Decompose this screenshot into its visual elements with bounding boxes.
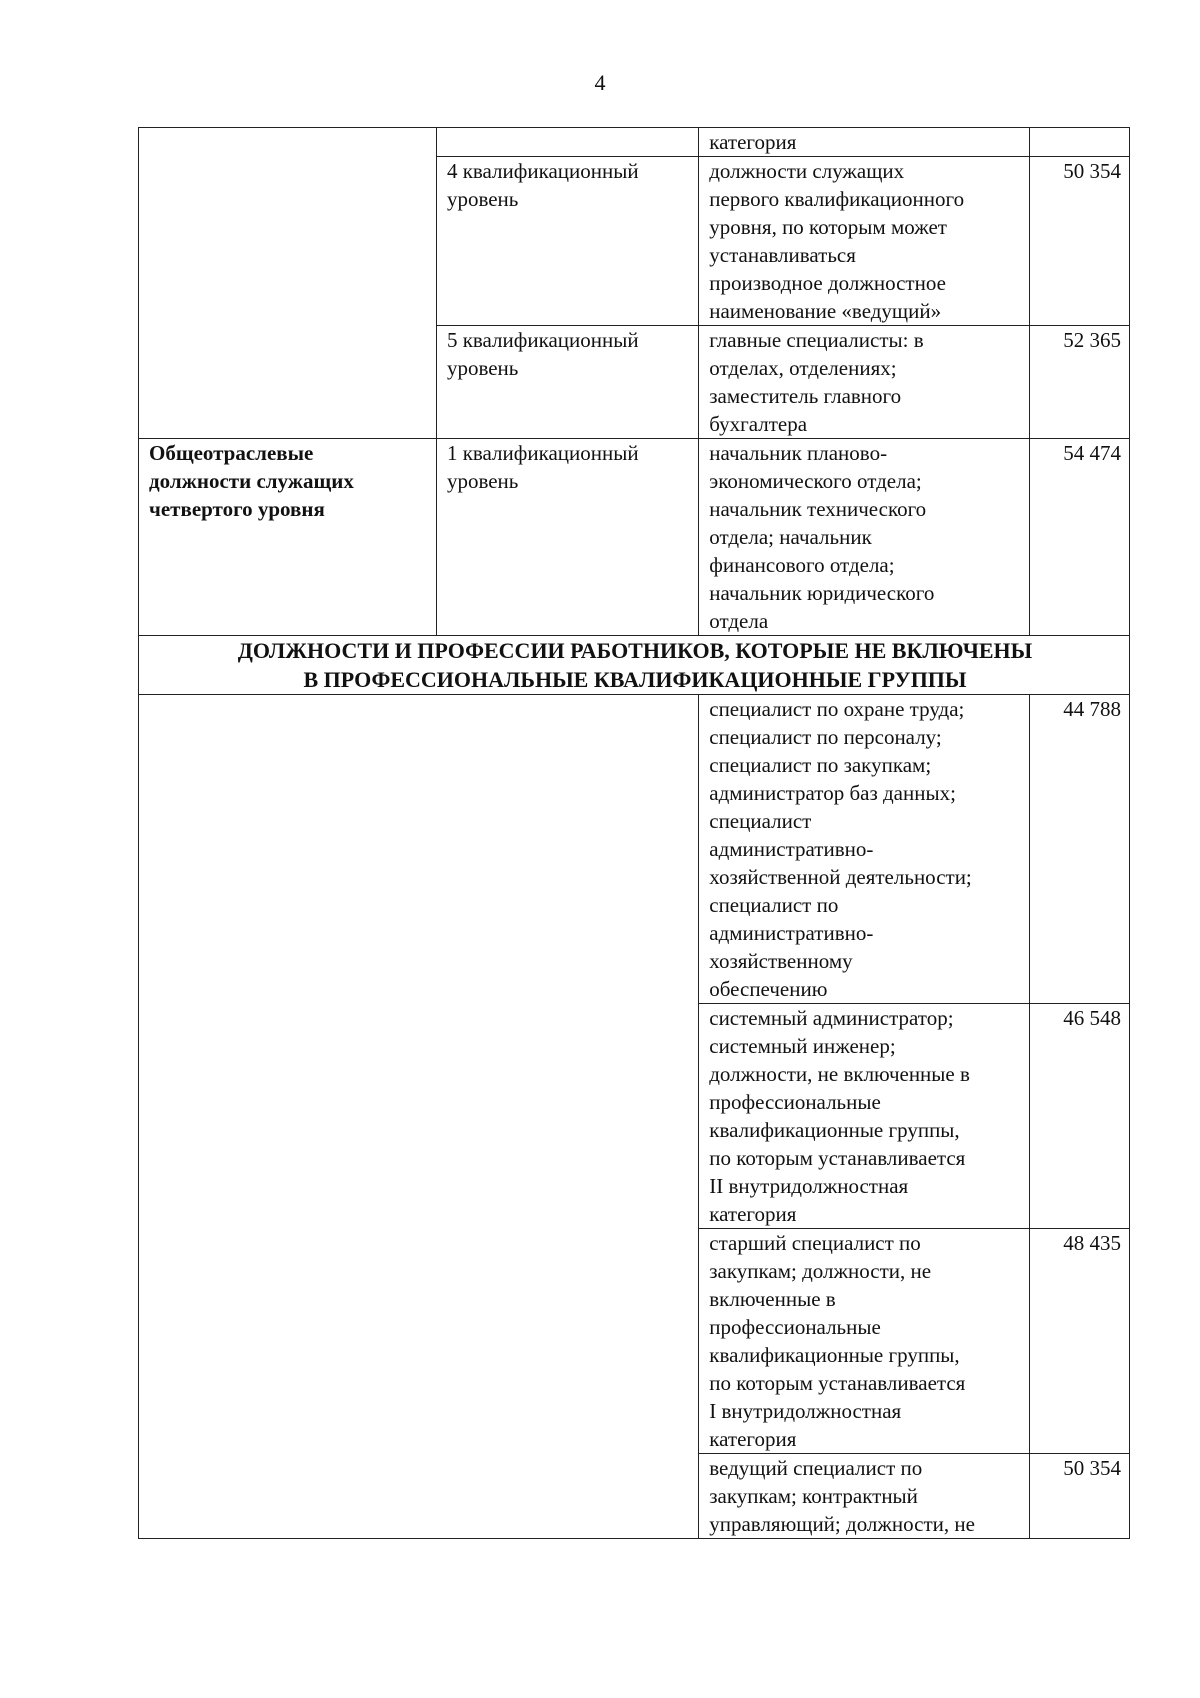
positions-line: категория bbox=[709, 1202, 797, 1226]
table-row bbox=[139, 439, 1130, 636]
positions-line: производное должностное bbox=[709, 271, 946, 295]
salary-table bbox=[138, 127, 1130, 1539]
positions-line: бухгалтера bbox=[709, 412, 808, 436]
positions-line: категория bbox=[709, 130, 797, 154]
level-cell bbox=[436, 326, 698, 439]
positions-cell bbox=[699, 157, 1029, 326]
positions-cell bbox=[699, 1454, 1029, 1539]
positions-line: хозяйственному bbox=[709, 949, 853, 973]
table-row bbox=[139, 636, 1130, 695]
level-line: уровень bbox=[446, 469, 519, 493]
salary-cell: 50 354 bbox=[1029, 1454, 1129, 1539]
positions-line: хозяйственной деятельности; bbox=[709, 865, 972, 889]
level-cell bbox=[436, 128, 698, 157]
positions-line: отдела bbox=[709, 609, 769, 633]
positions-line: должности служащих bbox=[709, 159, 905, 183]
positions-line: экономического отдела; bbox=[709, 469, 922, 493]
positions-line: закупкам; контрактный bbox=[709, 1484, 918, 1508]
positions-cell bbox=[699, 695, 1029, 1004]
salary-cell: 46 548 bbox=[1029, 1004, 1129, 1229]
positions-line: включенные в bbox=[709, 1287, 836, 1311]
positions-cell bbox=[699, 326, 1029, 439]
positions-line: системный инженер; bbox=[709, 1034, 896, 1058]
positions-line: по которым устанавливается bbox=[709, 1146, 966, 1170]
level-cell bbox=[436, 439, 698, 636]
level-line: 5 квалификационный bbox=[446, 328, 639, 352]
positions-line: обеспечению bbox=[709, 977, 828, 1001]
positions-cell bbox=[699, 128, 1029, 157]
positions-line: ведущий специалист по bbox=[709, 1456, 923, 1480]
positions-line: заместитель главного bbox=[709, 384, 902, 408]
positions-line: II внутридолжностная bbox=[709, 1174, 909, 1198]
level-line: уровень bbox=[446, 356, 519, 380]
table-row bbox=[139, 695, 1130, 1004]
group-line: четвертого уровня bbox=[149, 497, 325, 521]
level-line: 1 квалификационный bbox=[446, 441, 639, 465]
positions-line: по которым устанавливается bbox=[709, 1371, 966, 1395]
positions-line: отдела; начальник bbox=[709, 525, 872, 549]
positions-line: профессиональные bbox=[709, 1315, 881, 1339]
section-heading-line: ДОЛЖНОСТИ И ПРОФЕССИИ РАБОТНИКОВ, КОТОРЫЕ НЕ ВКЛЮЧЕНЫ bbox=[237, 638, 1033, 663]
positions-line: профессиональные bbox=[709, 1090, 881, 1114]
positions-line: специалист по закупкам; bbox=[709, 753, 932, 777]
positions-line: главные специалисты: в bbox=[709, 328, 924, 352]
level-cell bbox=[436, 157, 698, 326]
positions-line: начальник юридического bbox=[709, 581, 935, 605]
positions-line: устанавливаться bbox=[709, 243, 856, 267]
positions-cell bbox=[699, 1004, 1029, 1229]
positions-line: отделах, отделениях; bbox=[709, 356, 897, 380]
positions-line: администратор баз данных; bbox=[709, 781, 956, 805]
positions-line: начальник планово- bbox=[709, 441, 888, 465]
salary-cell bbox=[1029, 128, 1129, 157]
positions-line: квалификационные группы, bbox=[709, 1118, 960, 1142]
positions-line: специалист по bbox=[709, 893, 839, 917]
positions-line: категория bbox=[709, 1427, 797, 1451]
level-line: уровень bbox=[446, 187, 519, 211]
page-number: 4 bbox=[594, 70, 606, 95]
salary-cell: 50 354 bbox=[1029, 157, 1129, 326]
section-heading-line: В ПРОФЕССИОНАЛЬНЫЕ КВАЛИФИКАЦИОННЫЕ ГРУППЫ bbox=[303, 667, 967, 692]
positions-line: должности, не включенные в bbox=[709, 1062, 970, 1086]
group-line: Общеотраслевые bbox=[149, 441, 314, 465]
salary-cell: 48 435 bbox=[1029, 1229, 1129, 1454]
positions-cell bbox=[699, 1229, 1029, 1454]
positions-line: административно- bbox=[709, 837, 874, 861]
positions-line: управляющий; должности, не bbox=[709, 1512, 975, 1536]
group-cell bbox=[139, 128, 437, 439]
positions-line: квалификационные группы, bbox=[709, 1343, 960, 1367]
section-heading bbox=[139, 636, 1130, 695]
positions-line: закупкам; должности, не bbox=[709, 1259, 932, 1283]
salary-cell: 52 365 bbox=[1029, 326, 1129, 439]
group-cell bbox=[139, 439, 437, 636]
positions-line: специалист bbox=[709, 809, 812, 833]
level-line: 4 квалификационный bbox=[446, 159, 639, 183]
positions-line: наименование «ведущий» bbox=[709, 299, 942, 323]
group-cell bbox=[139, 695, 699, 1539]
salary-cell: 54 474 bbox=[1029, 439, 1129, 636]
positions-line: уровня, по которым может bbox=[709, 215, 947, 239]
positions-line: специалист по охране труда; bbox=[709, 697, 965, 721]
positions-line: специалист по персоналу; bbox=[709, 725, 942, 749]
positions-line: начальник технического bbox=[709, 497, 927, 521]
positions-line: первого квалификационного bbox=[709, 187, 965, 211]
group-line: должности служащих bbox=[149, 469, 354, 493]
positions-line: I внутридолжностная bbox=[709, 1399, 902, 1423]
table-row bbox=[139, 128, 1130, 157]
salary-cell: 44 788 bbox=[1029, 695, 1129, 1004]
positions-line: финансового отдела; bbox=[709, 553, 895, 577]
positions-line: старший специалист по bbox=[709, 1231, 921, 1255]
positions-line: системный администратор; bbox=[709, 1006, 954, 1030]
positions-cell bbox=[699, 439, 1029, 636]
positions-line: административно- bbox=[709, 921, 874, 945]
